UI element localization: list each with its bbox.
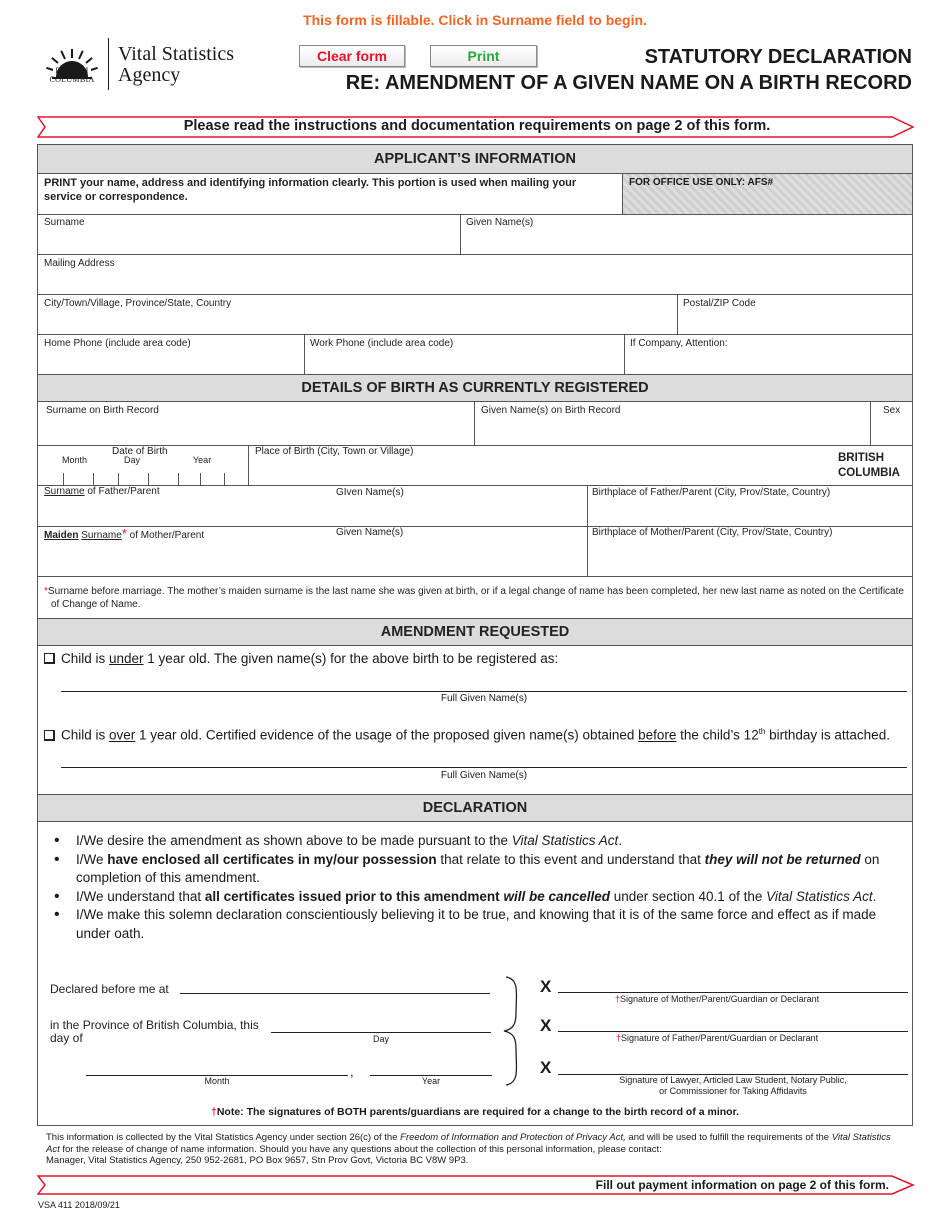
work-phone-label: Work Phone (include area code) xyxy=(310,338,454,349)
place-of-birth-field[interactable] xyxy=(249,445,829,485)
logo-agency-line2: Agency xyxy=(118,64,181,86)
decl2-d: they will not be returned xyxy=(704,851,861,867)
option1-text-b: 1 year old. The given name(s) for the above birth to be registered as: xyxy=(143,651,559,666)
father-birthplace-field[interactable] xyxy=(588,485,912,526)
birth-section-heading: DETAILS OF BIRTH AS CURRENTLY REGISTERED xyxy=(38,374,912,402)
note-text: Note: The signatures of BOTH parents/guardians are required for a change to the birth record of a minor. xyxy=(216,1106,739,1118)
decl2-b: have enclosed all certificates in my/our possession xyxy=(107,851,437,867)
mother-surname-field[interactable] xyxy=(38,526,330,576)
province-line1: in the Province of British Columbia, this xyxy=(50,1018,259,1032)
father-signature-text: Signature of Father/Parent/Guardian or Declarant xyxy=(621,1033,819,1043)
applicant-instruction: PRINT your name, address and identifying information clearly. This portion is used when mailing your service or correspondence. xyxy=(44,177,577,203)
agency-logo xyxy=(42,36,252,92)
decl1-a: I/We desire the amendment as shown above to be made pursuant to the xyxy=(76,833,512,848)
option2-before: before xyxy=(638,727,677,743)
footnote-text: Surname before marriage. The mother’s maiden surname is the last name she was given at birth, or if a legal change of name has been completed, her new last name as noted on the Certificate of Change of Name. xyxy=(47,586,904,610)
dob-day-label: Day xyxy=(124,455,141,465)
maiden-footnote xyxy=(44,586,904,611)
amendment-section-heading: AMENDMENT REQUESTED xyxy=(38,618,912,646)
city-field[interactable] xyxy=(38,294,677,334)
decl3-f: . xyxy=(872,888,877,904)
privacy-a: This information is collected by the Vital Statistics Agency under section 26(c) of the xyxy=(46,1132,401,1143)
mother-signature-text: Signature of Mother/Parent/Guardian or Declarant xyxy=(620,994,820,1004)
applicant-section-heading: APPLICANT’S INFORMATION xyxy=(38,144,912,174)
office-use-label: FOR OFFICE USE ONLY: AFS# xyxy=(629,177,774,188)
place-of-birth-label: Place of Birth (City, Town or Village) xyxy=(255,446,414,457)
sex-field[interactable] xyxy=(871,402,912,445)
decl2-c: that relate to this event and understand that xyxy=(436,851,705,867)
form-body xyxy=(37,144,913,1126)
mailing-address-label: Mailing Address xyxy=(44,258,115,269)
month-caption: Month xyxy=(204,1076,230,1086)
father-given-field[interactable] xyxy=(330,485,587,526)
payment-banner-text: Fill out payment information on page 2 of this form. xyxy=(595,1178,889,1192)
given-names-field[interactable] xyxy=(461,214,912,254)
mother-maiden-word: Maiden xyxy=(44,530,79,541)
payment-banner xyxy=(37,1175,915,1195)
home-phone-label: Home Phone (include area code) xyxy=(44,338,191,349)
mother-asterisk: * xyxy=(121,526,127,541)
city-label: City/Town/Village, Province/State, Country xyxy=(44,298,232,309)
company-field[interactable] xyxy=(625,334,912,374)
privacy-c: for the release of change of name information. Should you have any questions about the collection of this personal information, please contact: xyxy=(59,1143,662,1155)
logo-agency-line1: Vital Statistics xyxy=(118,43,235,65)
option1-under: under xyxy=(109,651,144,666)
lawyer-caption-line2: or Commissioner for Taking Affidavits xyxy=(659,1086,807,1096)
date-of-birth-field[interactable] xyxy=(38,445,248,485)
note-dagger: † xyxy=(210,1106,217,1118)
form-code: VSA 411 2018/09/21 xyxy=(38,1200,120,1210)
option-under-one-row xyxy=(44,651,558,666)
mother-dagger: † xyxy=(615,994,621,1004)
option2-text-a: Child is xyxy=(61,727,110,743)
company-label: If Company, Attention: xyxy=(630,338,728,349)
surname-field[interactable] xyxy=(38,214,460,254)
day-field[interactable] xyxy=(271,1032,491,1033)
decl3-d: under section 40.1 of the xyxy=(609,888,767,904)
print-button[interactable]: Print xyxy=(430,45,537,67)
declaration-section-heading: DECLARATION xyxy=(38,794,912,822)
declared-at-label: Declared before me at xyxy=(50,982,169,996)
sig-x-lawyer: X xyxy=(540,1058,552,1077)
logo-agency-name xyxy=(118,44,234,86)
home-phone-field[interactable] xyxy=(38,334,304,374)
month-year-comma: , xyxy=(350,1064,354,1079)
father-birthplace-label: Birthplace of Father/Parent (City, Prov/State, Country) xyxy=(592,487,831,498)
declaration-list xyxy=(54,832,910,943)
form-title: STATUTORY DECLARATION xyxy=(644,46,912,68)
logo-bc-text: BRITISH COLUMBIA xyxy=(49,66,95,84)
postal-code-field[interactable] xyxy=(678,294,912,334)
surname-label: Surname xyxy=(44,217,85,228)
mother-signature-caption xyxy=(615,994,819,1004)
father-dagger: † xyxy=(616,1033,622,1043)
decl1-b: . xyxy=(618,833,623,848)
father-surname-rest: of Father/Parent xyxy=(84,486,160,497)
given-names-label: Given Name(s) xyxy=(466,217,534,228)
form-subtitle: RE: AMENDMENT OF A GIVEN NAME ON A BIRTH RECORD xyxy=(345,72,912,94)
lawyer-caption-line1: Signature of Lawyer, Articled Law Student, Notary Public, xyxy=(619,1075,847,1085)
declaration-item-2 xyxy=(54,851,910,888)
birth-surname-label: Surname on Birth Record xyxy=(46,405,159,416)
mother-given-label: Given Name(s) xyxy=(336,527,404,538)
day-caption: Day xyxy=(372,1034,389,1044)
sex-label: Sex xyxy=(883,405,901,416)
birth-given-names-field[interactable] xyxy=(475,402,870,445)
mother-surname-rest: of Mother/Parent xyxy=(126,530,205,541)
decl2-e: on completion of this amendment. xyxy=(76,851,880,885)
decl3-a: I/We understand that xyxy=(76,888,205,904)
mother-given-field[interactable] xyxy=(330,526,587,576)
dob-year-label: Year xyxy=(193,455,212,465)
option2-text-c: the child’s 12 xyxy=(676,727,759,743)
decl3-b: all certificates issued prior to this amendment xyxy=(204,888,504,904)
full-given-names-caption-1: Full Given Name(s) xyxy=(440,693,528,704)
office-use-box xyxy=(622,174,912,214)
declaration-item-3 xyxy=(54,888,910,907)
option2-over: over xyxy=(109,727,136,743)
birth-surname-field[interactable] xyxy=(38,402,474,445)
signature-brace-icon xyxy=(498,975,528,1087)
instructions-banner-text: Please read the instructions and documentation requirements on page 2 of this form. xyxy=(183,118,771,134)
option2-sup: th xyxy=(758,727,766,736)
clear-form-button[interactable]: Clear form xyxy=(299,45,405,67)
work-phone-field[interactable] xyxy=(305,334,624,374)
mother-birthplace-field[interactable] xyxy=(588,526,912,576)
dob-month-label: Month xyxy=(62,455,88,465)
option2-text-b: 1 year old. Certified evidence of the usage of the proposed given name(s) obtained xyxy=(135,727,639,743)
declaration-item-1 xyxy=(54,832,910,851)
sig-x-mother: X xyxy=(540,977,552,996)
mailing-address-field[interactable] xyxy=(38,254,912,294)
under-one-checkbox[interactable] xyxy=(44,653,55,664)
declaration-item-4: • I/We make this solemn declaration conscientiously believing it to be true, and knowing that it is of the same force and effect as if made under oath. xyxy=(54,906,910,943)
mother-surname-underlined: Surname xyxy=(81,530,122,541)
sig-x-father: X xyxy=(540,1016,552,1035)
privacy-b: and will be used to fulfill the requirements of the xyxy=(625,1132,832,1143)
privacy-contact: Manager, Vital Statistics Agency, 250 952-2681, PO Box 9657, Stn Prov Govt, Victoria BC V8W 9P3. xyxy=(46,1155,469,1166)
mother-signature-field[interactable] xyxy=(558,992,908,993)
privacy-notice xyxy=(46,1132,906,1167)
mother-birthplace-label: Birthplace of Mother/Parent (City, Prov/State, Country) xyxy=(592,527,833,538)
decl3-c: will be cancelled xyxy=(503,888,610,904)
father-signature-field[interactable] xyxy=(558,1031,908,1032)
father-given-label: GIven Name(s) xyxy=(336,487,404,498)
full-given-names-line-1[interactable] xyxy=(61,691,907,692)
option1-text-a: Child is xyxy=(61,651,110,666)
date-of-birth-label: Date of Birth xyxy=(112,446,168,457)
year-caption: Year xyxy=(421,1076,441,1086)
footnote-asterisk: * xyxy=(44,586,48,597)
declared-at-field[interactable] xyxy=(180,993,490,994)
father-surname-field[interactable] xyxy=(38,485,330,526)
parents-signature-note xyxy=(38,1106,912,1118)
over-one-checkbox[interactable] xyxy=(44,730,55,741)
privacy-foippa: Freedom of Information and Protection of Privacy Act, xyxy=(400,1132,626,1143)
logo-divider xyxy=(108,38,109,90)
birth-given-names-label: Given Name(s) on Birth Record xyxy=(481,405,621,416)
option2-text-d: birthday is attached. xyxy=(765,727,890,743)
decl3-act: Vital Statistics Act xyxy=(766,888,873,904)
fillable-note: This form is fillable. Click in Surname field to begin. xyxy=(303,12,647,28)
privacy-vsa: Vital Statistics Act xyxy=(46,1132,891,1155)
province-label: BRITISH COLUMBIA xyxy=(838,452,900,479)
postal-code-label: Postal/ZIP Code xyxy=(683,298,756,309)
province-day-label xyxy=(50,1019,259,1045)
father-signature-caption xyxy=(616,1033,818,1043)
decl1-act: Vital Statistics Act xyxy=(511,833,619,848)
full-given-names-line-2[interactable] xyxy=(61,767,907,768)
province-line2: day of xyxy=(50,1031,83,1045)
full-given-names-caption-2: Full Given Name(s) xyxy=(440,770,528,781)
decl2-a: I/We xyxy=(76,851,108,867)
father-surname-underlined: Surname xyxy=(44,486,85,497)
option-over-one-row xyxy=(44,727,890,743)
instructions-banner xyxy=(37,116,915,138)
lawyer-signature-caption xyxy=(558,1075,908,1097)
